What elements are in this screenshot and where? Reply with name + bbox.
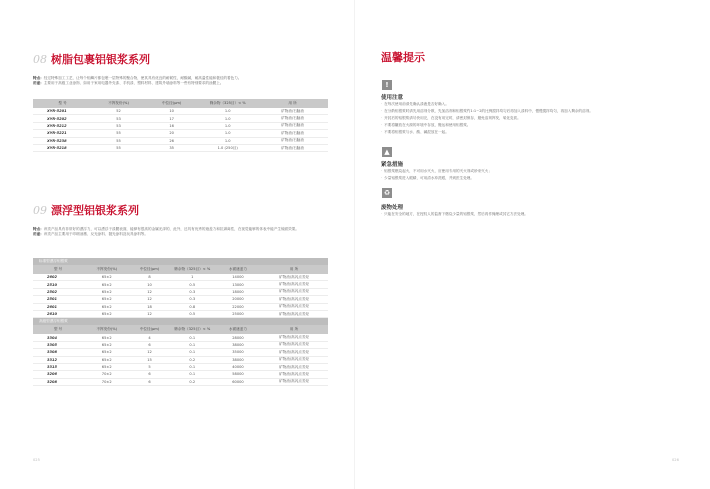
section-08-feature: 特点：经过特殊加工工艺，让每个铝鳞片都包裹一层特殊的聚合物，使其具有优良的耐候性，耐酸碱，耐高温性能和极佳的着色力。: [33, 76, 242, 80]
section-08-title-text: 树脂包裹铝银浆系列: [51, 53, 150, 66]
table-row: [33, 334, 328, 341]
table-header-cell: 型 号: [33, 99, 92, 108]
table-cell: 矿物油/高闪点芳烃: [260, 281, 328, 288]
table-cell: 3206: [33, 371, 83, 378]
table-row: [33, 130, 328, 137]
table-row: [33, 371, 328, 378]
table-cell: 14000: [216, 274, 260, 281]
table-header-cell: 不挥发份(%): [92, 99, 145, 108]
table-cell: XYR-5238: [33, 137, 92, 144]
table-cell: 13000: [216, 281, 260, 288]
table-cell: 矿物油/石脑油: [257, 122, 328, 129]
table-header-row: [33, 99, 328, 108]
table-cell: 16: [145, 122, 198, 129]
right-page: [355, 0, 710, 489]
table-cell: 35: [145, 144, 198, 151]
table-cell: XYR-5221: [33, 130, 92, 137]
table-cell: 矿物油/石脑油: [257, 130, 328, 137]
table-header-cell: 中位径(μm): [145, 99, 198, 108]
table-cell: XYR-5201: [33, 108, 92, 115]
table-row: [33, 144, 328, 151]
table-cell: 12: [130, 296, 168, 303]
table-cell: 0.5: [169, 310, 216, 317]
table-cell: 矿物油/高闪点芳烃: [260, 303, 328, 310]
table-cell: XYR-5202: [33, 115, 92, 122]
fire-icon: ▲: [382, 147, 392, 157]
table-cell: 12: [130, 349, 168, 356]
table-cell: 3304: [33, 334, 83, 341]
emergency-list: [381, 168, 681, 182]
table-cell: 矿物油/石脑油: [257, 108, 328, 115]
table-cell: 22000: [216, 303, 260, 310]
table-row: [33, 108, 328, 115]
list-item: · 铝银浆燃烧起火，不可用水灭火，应使用专用的灭火剂或砂来灭火；: [381, 168, 681, 175]
section-09-title: [33, 202, 139, 218]
table-cell: 0.3: [169, 288, 216, 295]
table-cell: 15: [130, 356, 168, 363]
usage-heading: 使用注意: [381, 95, 404, 101]
table-cell: XYR-5212: [33, 122, 92, 129]
table-cell: 矿物油/高闪点芳烃: [260, 356, 328, 363]
emergency-heading: 紧急措施: [381, 162, 404, 168]
table-cell: 28000: [216, 334, 260, 341]
table-cell: 矿物油/高闪点芳烃: [260, 363, 328, 370]
table-cell: 4: [130, 334, 168, 341]
table-cell: 10: [130, 281, 168, 288]
table-cell: 2610: [33, 310, 83, 317]
usage-list: [381, 101, 681, 136]
table-group-label: 高级型漂浮铝银浆: [33, 318, 328, 326]
table-cell: 2601: [33, 303, 83, 310]
table-cell: 65±2: [83, 334, 130, 341]
table-cell: 18000: [216, 288, 260, 295]
table-cell: 70±2: [83, 378, 130, 385]
table-header-cell: 不挥发份(%): [83, 265, 130, 274]
section-09-feature: 特点：该类产品具有非常好的漂浮力，可以漂浮于漆膜表面，能够有很高的金属光泽的，此外，还具有优秀的遮盖力和抗剥离性，在视觉能够的体表中能产生镜面效果。: [33, 227, 299, 231]
table-cell: 矿物油/高闪点芳烃: [260, 310, 328, 317]
table-row: [33, 296, 328, 303]
table-cell: 25000: [216, 310, 260, 317]
table-cell: 10: [145, 108, 198, 115]
list-item: · 只能在安全的地方，在授权人的监督下燃烧少量的铝银浆，然后再作掩埋或其它方法处理。: [381, 211, 681, 218]
table-cell: 矿物油/石脑油: [257, 137, 328, 144]
table-cell: 1.0: [198, 115, 257, 122]
table-cell: 0.5: [169, 281, 216, 288]
table-row: [33, 341, 328, 348]
table-cell: 0.2: [169, 378, 216, 385]
table-cell: 18: [130, 303, 168, 310]
list-item: · 在每次使用前请先确认漆液是否好确入。: [381, 101, 681, 108]
table-cell: 58000: [216, 371, 260, 378]
list-item: · 不要将铝银浆与水、酸、碱混放在一起。: [381, 129, 681, 136]
table-cell: 35000: [216, 349, 260, 356]
table-cell: 矿物油/高闪点芳烃: [260, 349, 328, 356]
table-cell: 65±2: [83, 363, 130, 370]
table-header-cell: 中位径(μm): [130, 325, 168, 334]
section-08-spec-table: [33, 99, 328, 152]
table-cell: 65±2: [83, 288, 130, 295]
section-08-usage: 用途：主要用于高级工业涂饰、如用于家用电器外壳漆、手机漆、塑料材料、建筑外墙涂料等一些有特别要求的涂膜上。: [33, 81, 224, 86]
table-cell: 矿物油/高闪点芳烃: [260, 371, 328, 378]
section-09-spec-table: [33, 258, 328, 386]
table-header-cell: 水面遮盖力: [216, 265, 260, 274]
table-cell: 2501: [33, 296, 83, 303]
table-cell: 0.2: [169, 356, 216, 363]
section-09-title-text: 漂浮型铝银浆系列: [51, 204, 139, 217]
table-header-row: [33, 325, 328, 334]
table-header-cell: 用 所: [260, 265, 328, 274]
table-row: [33, 288, 328, 295]
table-cell: 2602: [33, 274, 83, 281]
table-cell: 矿物油/高闪点芳烃: [260, 334, 328, 341]
table-header-cell: 型 号: [33, 325, 83, 334]
table-cell: 1.0: [198, 122, 257, 129]
table-cell: 0.1: [169, 371, 216, 378]
table-cell: 20000: [216, 296, 260, 303]
table-cell: 65±2: [83, 281, 130, 288]
list-item: · 少量铝银浆进入眼睛，可用清水冲洗眼，并到医生处理。: [381, 175, 681, 182]
section-09-description: [33, 227, 328, 238]
disposal-heading: 废物处理: [381, 205, 404, 211]
table-cell: 53: [92, 122, 145, 129]
table-cell: 65±2: [83, 310, 130, 317]
list-item: · 不要将罐放在火源的环境中存放，搬运和使用铝银浆。: [381, 122, 681, 129]
section-08-number: 08: [33, 53, 47, 66]
table-cell: 65±2: [83, 303, 130, 310]
table-header-cell: 筛余物（325目）< %: [198, 99, 257, 108]
table-cell: 3308: [33, 349, 83, 356]
table-cell: 0.1: [169, 349, 216, 356]
table-cell: 1.0: [198, 130, 257, 137]
list-item: · 开封后的铝银浆请尽快用完，在没有用完时，请密封保存，避免溶剂挥发，氧化变质。: [381, 115, 681, 122]
table-cell: 3315: [33, 363, 83, 370]
table-row: [33, 310, 328, 317]
table-header-row: [33, 265, 328, 274]
table-header-cell: 用 所: [257, 99, 328, 108]
table-cell: 1.0: [198, 137, 257, 144]
table-row: [33, 363, 328, 370]
page-number-right: 026: [672, 458, 679, 462]
table-cell: 65±2: [83, 356, 130, 363]
table-cell: 65±2: [83, 274, 130, 281]
table-cell: 3208: [33, 378, 83, 385]
exclamation-icon: !: [382, 80, 392, 90]
table-row: [33, 378, 328, 385]
table-header-cell: 中位径(μm): [130, 265, 168, 274]
table-row: [33, 137, 328, 144]
table-cell: 20: [145, 130, 198, 137]
table-cell: 52: [92, 108, 145, 115]
table-cell: 矿物油/高闪点芳烃: [260, 274, 328, 281]
table-cell: 矿物油/高闪点芳烃: [260, 288, 328, 295]
table-row: [33, 356, 328, 363]
notice-title: 温馨提示: [381, 51, 425, 64]
page-number-left: 025: [33, 458, 40, 462]
table-header-cell: 筛余物（325目）< %: [169, 265, 216, 274]
table-header-cell: 型 号: [33, 265, 83, 274]
table-cell: 65±2: [83, 341, 130, 348]
table-cell: 60000: [216, 378, 260, 385]
table-cell: 8: [130, 274, 168, 281]
table-cell: 70±2: [83, 371, 130, 378]
table-cell: 12: [130, 288, 168, 295]
table-cell: 1: [169, 274, 216, 281]
table-row: [33, 349, 328, 356]
section-09-usage: 用途：该类产品主要用于印刷油墨、反光涂料、抛光涂料及玩具涂料等。: [33, 232, 148, 237]
table-cell: 0.1: [169, 363, 216, 370]
table-cell: 1.0: [198, 108, 257, 115]
table-cell: 5: [130, 363, 168, 370]
table-cell: 矿物油/石脑油: [257, 115, 328, 122]
table-cell: XYR-5218: [33, 144, 92, 151]
table-group-label: 标准型漂浮铝银浆: [33, 258, 328, 265]
table-cell: 12: [130, 310, 168, 317]
table-header-cell: 用 所: [260, 325, 328, 334]
table-cell: 6: [130, 341, 168, 348]
table-cell: 55: [92, 137, 145, 144]
section-09-number: 09: [33, 204, 47, 217]
table-cell: 17: [145, 115, 198, 122]
table-cell: 40000: [216, 363, 260, 370]
table-cell: 55: [92, 130, 145, 137]
disposal-list: [381, 211, 681, 218]
table-group-row: [33, 258, 328, 265]
table-cell: 矿物油/高闪点芳烃: [260, 341, 328, 348]
table-cell: 矿物油/高闪点芳烃: [260, 296, 328, 303]
table-cell: 0.1: [169, 334, 216, 341]
table-group-row: [33, 318, 328, 326]
table-header-cell: 筛余物（325目）< %: [169, 325, 216, 334]
table-cell: 3305: [33, 341, 83, 348]
table-cell: 3312: [33, 356, 83, 363]
list-item: · 在分散铝银浆时请先用溶剂分散，先加溶剂和铝银浆约1:1~2的比例搅拌均匀后再加入漆料中，慢慢搅拌均匀，再加入剩余的溶剂。: [381, 108, 681, 115]
table-header-cell: 水面遮盖力: [216, 325, 260, 334]
table-cell: 38000: [216, 356, 260, 363]
table-cell: 2502: [33, 288, 83, 295]
recycle-icon: ♻: [383, 189, 391, 197]
table-cell: 6: [130, 378, 168, 385]
table-cell: 2510: [33, 281, 83, 288]
table-row: [33, 274, 328, 281]
table-row: [33, 281, 328, 288]
table-cell: 0.3: [169, 296, 216, 303]
table-row: [33, 115, 328, 122]
table-cell: 65±2: [83, 296, 130, 303]
section-08-description: [33, 76, 328, 87]
table-cell: 6: [130, 371, 168, 378]
table-header-cell: 不挥发份(%): [83, 325, 130, 334]
table-cell: 65±2: [83, 349, 130, 356]
table-cell: 矿物油/石脑油: [257, 144, 328, 151]
table-cell: 38000: [216, 341, 260, 348]
table-cell: 0.1: [169, 341, 216, 348]
table-cell: 53: [92, 115, 145, 122]
section-08-title: [33, 51, 150, 67]
table-cell: 26: [145, 137, 198, 144]
table-row: [33, 303, 328, 310]
table-cell: 0.8: [169, 303, 216, 310]
table-cell: 1.0 (250目): [198, 144, 257, 151]
table-cell: 矿物油/高闪点芳烃: [260, 378, 328, 385]
table-cell: 55: [92, 144, 145, 151]
table-row: [33, 122, 328, 129]
